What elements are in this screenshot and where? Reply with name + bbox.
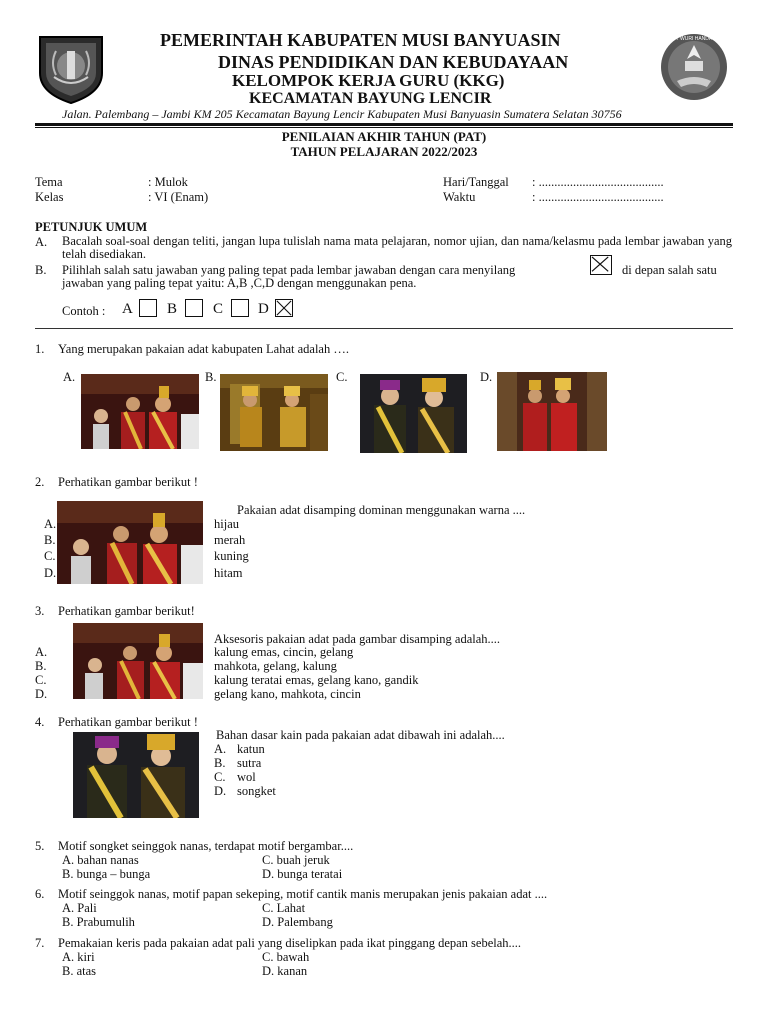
example-option-b: B — [167, 301, 178, 317]
section-divider — [35, 328, 733, 329]
instruction-a-letter: A. — [35, 235, 48, 249]
q1-option-a-letter: A. — [63, 370, 76, 384]
header-line-3: KELOMPOK KERJA GURU (KKG) — [232, 71, 505, 90]
q3-option-b-letter: B. — [35, 659, 47, 673]
q4-option-a-text: katun — [237, 742, 265, 756]
q4-photo — [73, 732, 199, 818]
q3-option-d-text: gelang kano, mahkota, cincin — [214, 687, 361, 701]
header-line-4: KECAMATAN BAYUNG LENCIR — [249, 90, 492, 107]
q3-option-c-text: kalung teratai emas, gelang kano, gandik — [214, 673, 419, 687]
cross-mark-sample-icon — [590, 255, 612, 275]
q6-option-c: C. Lahat — [262, 901, 306, 915]
instruction-b-letter: B. — [35, 263, 47, 277]
q2-number: 2. — [35, 475, 45, 489]
q5-option-b: B. bunga – bunga — [62, 867, 151, 881]
q2-option-b-letter: B. — [44, 533, 56, 547]
q3-option-d-letter: D. — [35, 687, 48, 701]
q1-option-d-photo — [497, 372, 607, 451]
q2-option-c-text: kuning — [214, 549, 249, 563]
q3-prompt: Aksesoris pakaian adat pada gambar disamping adalah.... — [214, 632, 501, 646]
q4-option-c-text: wol — [237, 770, 256, 784]
q5-text: Motif songket seinggok nanas, terdapat motif bergambar.... — [58, 839, 354, 853]
waktu-label: Waktu — [443, 190, 476, 204]
q1-option-b-letter: B. — [205, 370, 217, 384]
q7-option-b: B. atas — [62, 964, 97, 978]
example-checkbox-a — [139, 299, 157, 317]
tema-label: Tema — [35, 175, 63, 189]
header-rule-thin — [35, 127, 733, 128]
q2-option-a-text: hijau — [214, 517, 239, 531]
q5-option-a: A. bahan nanas — [62, 853, 139, 867]
q4-option-d-text: songket — [237, 784, 276, 798]
instruction-b-text-3: jawaban yang paling tepat yaitu: A,B ,C,D dengan menggunakan pena. — [62, 276, 417, 290]
tut-wuri-caption: TUT WURI HANDAYANI — [669, 36, 724, 42]
q3-photo — [73, 623, 203, 699]
q4-option-c-letter: C. — [214, 770, 226, 784]
q2-text: Perhatikan gambar berikut ! — [58, 475, 198, 489]
instructions-heading: PETUNJUK UMUM — [35, 220, 148, 234]
q2-option-d-letter: D. — [44, 566, 57, 580]
exam-year: TAHUN PELAJARAN 2022/2023 — [290, 144, 478, 159]
hari-tanggal-label: Hari/Tanggal — [443, 175, 509, 189]
kelas-label: Kelas — [35, 190, 64, 204]
q1-option-b-photo — [220, 374, 328, 451]
instruction-b-text-1: Pilihlah salah satu jawaban yang paling tepat pada lembar jawaban dengan cara menyilang — [62, 263, 516, 277]
q3-option-b-text: mahkota, gelang, kalung — [214, 659, 337, 673]
header-address: Jalan. Palembang – Jambi KM 205 Kecamatan Bayung Lencir Kabupaten Musi Banyuasin Sumatera Selatan 30756 — [62, 107, 622, 121]
q7-option-d: D. kanan — [262, 964, 308, 978]
q4-number: 4. — [35, 715, 45, 729]
example-option-a: A — [122, 301, 133, 317]
q4-option-d-letter: D. — [214, 784, 227, 798]
q5-option-c: C. buah jeruk — [262, 853, 330, 867]
tut-wuri-handayani-logo — [655, 33, 733, 101]
q3-number: 3. — [35, 604, 45, 618]
q5-option-d: D. bunga teratai — [262, 867, 343, 881]
q4-option-b-letter: B. — [214, 756, 226, 770]
header-rule-thick — [35, 123, 733, 126]
q3-option-a-text: kalung emas, cincin, gelang — [214, 645, 354, 659]
q3-option-a-letter: A. — [35, 645, 48, 659]
q2-photo — [57, 501, 203, 584]
q1-option-a-photo — [81, 374, 199, 449]
q4-option-b-text: sutra — [237, 756, 262, 770]
hari-tanggal-value: : ........................................ — [532, 175, 664, 189]
example-checkbox-c — [231, 299, 249, 317]
q1-number: 1. — [35, 342, 45, 356]
q7-option-a: A. kiri — [62, 950, 95, 964]
q3-option-c-letter: C. — [35, 673, 47, 687]
example-checkbox-d-crossed — [275, 299, 293, 317]
tema-value: : Mulok — [148, 175, 188, 189]
header-line-2: DINAS PENDIDIKAN DAN KEBUDAYAAN — [218, 52, 569, 72]
q1-text: Yang merupakan pakaian adat kabupaten Lahat adalah …. — [58, 342, 349, 356]
header-line-1: PEMERINTAH KABUPATEN MUSI BANYUASIN — [160, 30, 561, 50]
example-label: Contoh : — [62, 304, 106, 318]
q6-option-d: D. Palembang — [262, 915, 333, 929]
q3-text: Perhatikan gambar berikut! — [58, 604, 195, 618]
q7-option-c: C. bawah — [262, 950, 310, 964]
q1-option-c-letter: C. — [336, 370, 348, 384]
instruction-b-text-2: di depan salah satu — [622, 263, 717, 277]
q1-option-c-photo — [360, 374, 467, 453]
q4-option-a-letter: A. — [214, 742, 227, 756]
q6-option-b: B. Prabumulih — [62, 915, 135, 929]
q4-text: Perhatikan gambar berikut ! — [58, 715, 198, 729]
q6-option-a: A. Pali — [62, 901, 97, 915]
q2-option-a-letter: A. — [44, 517, 57, 531]
example-option-c: C — [213, 301, 224, 317]
example-checkbox-b — [185, 299, 203, 317]
exam-title: PENILAIAN AKHIR TAHUN (PAT) — [281, 129, 487, 144]
q2-option-b-text: merah — [214, 533, 246, 547]
q6-text: Motif seinggok nanas, motif papan sekeping, motif cantik manis merupakan jenis pakaian adat .... — [58, 887, 548, 901]
q2-option-c-letter: C. — [44, 549, 56, 563]
q5-number: 5. — [35, 839, 45, 853]
q6-number: 6. — [35, 887, 45, 901]
regency-emblem-logo — [36, 33, 106, 105]
example-option-d: D — [258, 301, 269, 317]
kelas-value: : VI (Enam) — [148, 190, 209, 204]
q2-option-d-text: hitam — [214, 566, 243, 580]
q7-number: 7. — [35, 936, 45, 950]
q2-prompt: Pakaian adat disamping dominan menggunakan warna .... — [237, 503, 526, 517]
q4-prompt: Bahan dasar kain pada pakaian adat dibawah ini adalah.... — [216, 728, 505, 742]
q7-text: Pemakaian keris pada pakaian adat pali yang diselipkan pada ikat pinggang depan sebelah.... — [58, 936, 522, 950]
waktu-value: : ........................................ — [532, 190, 664, 204]
instruction-a-text: Bacalah soal-soal dengan teliti, jangan lupa tulislah nama mata pelajaran, nomor ujian, dan nama/kelasmu pada lembar jawaban yang telah disediakan. — [62, 234, 732, 261]
q1-option-d-letter: D. — [480, 370, 493, 384]
